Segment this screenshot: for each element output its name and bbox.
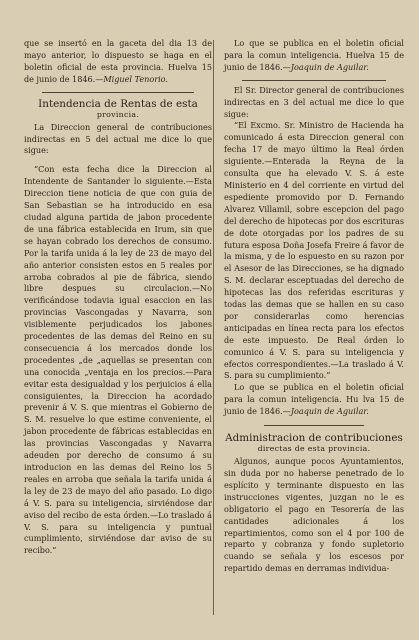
right-paragraph-2: El Sr. Director general de contribuciones indirectas en 3 del actual me dice lo que sigue: bbox=[224, 84, 404, 119]
left-column bbox=[24, 38, 212, 557]
right-paragraph-1: Lo que se publica en el boletin oficial para la comun inteligencia. Huelva 15 de junio de 1846.—Joaquin de Aguilar. bbox=[224, 38, 404, 72]
section-subheading-administracion: directas de esta provincia. bbox=[257, 444, 371, 454]
right-paragraph-3: “El Excmo. Sr. Ministro de Hacienda ha comunicado á esta Direccion general con fecha 17 de mayo último la Real órden siguiente.—Enterada la Reyna de la consulta que ha elevado V. S. á este Ministerio en 4 del corriente en virtud del espediente promovido por D. Fernando Alvarez Villamil, sobre escepcion del pago del derecho de hipotecas por dos escrituras de dote otorgadas por los padres de su futura esposa Doña Josefa Freire á favor de la misma, y de lo espuesto en su razon por el Asesor de las Direcciones, se ha dignado S. M. declarar esceptuadas del derecho de hipotecas las dos referidas escrituras y todas las demas que se hallen en su caso por considerarlas como herencias anticipadas en línea recta para los efectos de este impuesto. De Real órden lo comunico á V. S. para su inteligencia y efectos correspondientes.—La traslado á V. S. para su cumplimiento.” bbox=[224, 120, 405, 381]
left-paragraph-2: La Direccion general de contribuciones indirectas en 5 del actual me dice lo que sigue: bbox=[24, 121, 212, 156]
right-signature-1: Joaquin de Aguilar. bbox=[290, 61, 369, 72]
section-heading-administracion: Administracion de contribuciones bbox=[225, 432, 403, 445]
right-signature-2: Joaquin de Aguilar. bbox=[290, 406, 369, 417]
right-divider-2 bbox=[264, 425, 364, 426]
right-paragraph-4: Lo que se publica en el boletin oficial para la comun inteligencia. Hu lva 15 de junio de 1846.—Joaquin de Aguilar. bbox=[224, 382, 404, 417]
right-paragraph-5: Algunos, aunque pocos Ayuntamientos, sin duda por no haberse penetrado de lo esplícito y terminante dispuesto en las instrucciones vigentes, juzgan no le es obligatorio el pago en Tesorería de las cantidades adicionales á los repartimientos, como son el 4 por 100 de reparto y cobranza y fondo supletorio cuando se señala y los escesos por repartido demas en derramas individua- bbox=[224, 456, 404, 574]
section-divider bbox=[42, 92, 194, 93]
section-heading-rentas: Intendencia de Rentas de esta bbox=[38, 97, 198, 110]
right-column bbox=[224, 38, 404, 575]
right-divider-1 bbox=[242, 80, 386, 81]
column-rule bbox=[213, 40, 214, 615]
left-paragraph-3: “Con esta fecha dice la Direccion al Intendente de Santander lo siguiente.—Esta Direccion tiene noticia de que con guia de San Sebastian se ha introducido en esa ciudad alguna partida de jabon procedente de una fábrica establecida en Irum, sin que se hayan cobrado los derechos de consumo. Por la tarifa unida á la ley de 23 de mayo del año anterior consisten estos en 5 reales por arroba cobrados al pie de fábrica, siendo libre despues su circulacion.—No verificándose todavia igual esaccion en las provincias Vascongadas y Navarra, son visiblemente perjudicados los jabones procedentes de las demas del Reino en su consecuencia á los mercados donde los procedentes „de „aquellas se presentan con una conocida „ventaja en los precios.—Para evitar esta desigualdad y los perjuicios á ella consiguientes, la Direccion ha acordado prevenir á V. S. que mientras el Gobierno de S. M. resuelve lo que estime conveniente, el jabon procedente de fábricas establecidas en las provincias Vascongadas y Navarra adeuden por derecho de consumo á su introducion en las demas del Reino los 5 reales en arroba que señala la tarifa unida á la ley de 23 de mayo del año pasado. Lo digo á V. S. para su inteligencia, sirviéndose dar aviso del recibo de esta órden.—Lo traslado á V. S. para su inteligencia y puntual cumplimiento, sirviéndose dar aviso de su recibo.” bbox=[24, 164, 212, 556]
left-signature-1: Miguel Tenorio. bbox=[103, 73, 168, 84]
left-paragraph-1: que se insertó en la gaceta del dia 13 de mayo anterior, lo dispuesto se haga en el boletin oficial de esta provincia. Huelva 15 de junio de 1846.—Miguel Tenorio. bbox=[24, 38, 212, 84]
section-subheading-rentas: provincia. bbox=[96, 109, 140, 119]
